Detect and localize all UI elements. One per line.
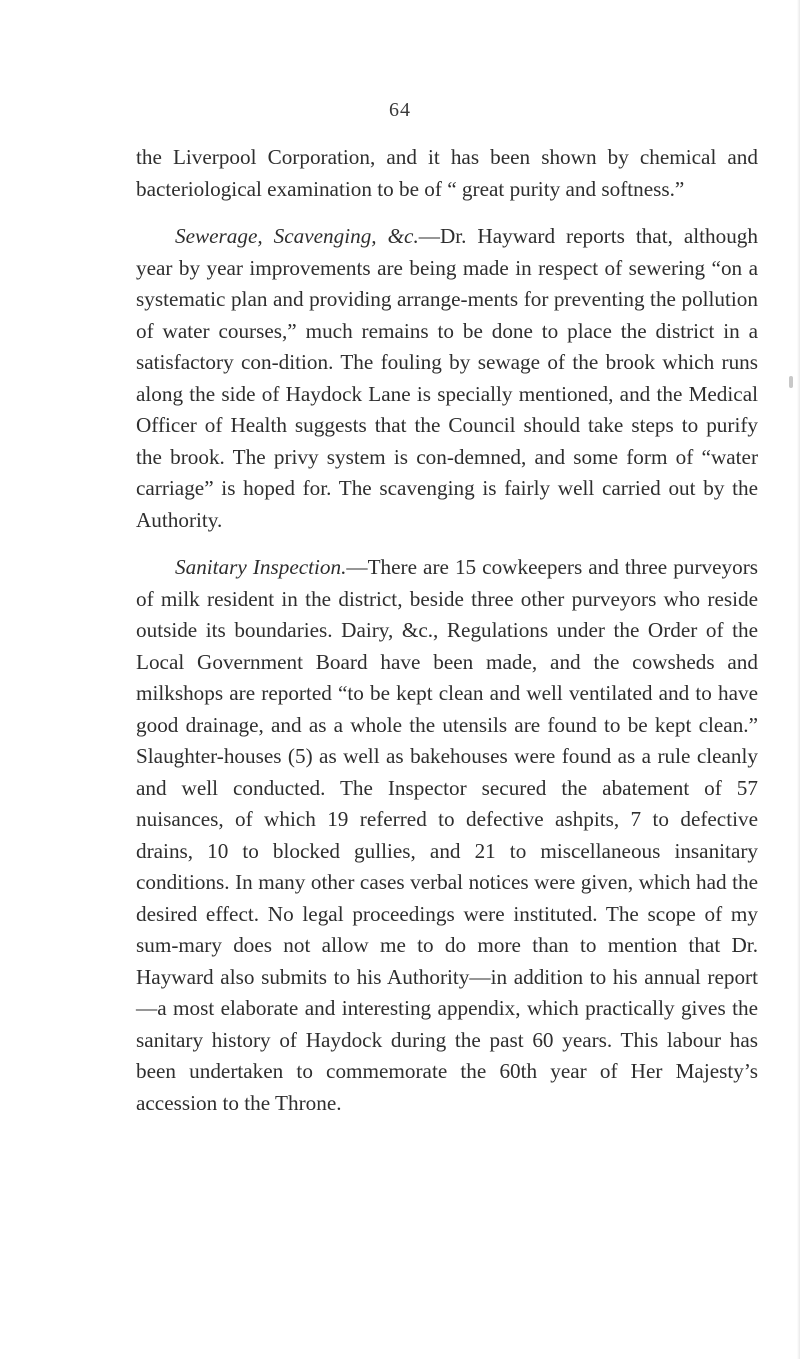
body-text xyxy=(136,142,758,1119)
section-heading-sewerage: Sewerage, Scavenging, &c. xyxy=(175,224,419,248)
paragraph-sanitary-inspection xyxy=(136,552,758,1119)
paragraph-water-supply-continuation xyxy=(136,142,758,205)
page-number: 64 xyxy=(389,99,411,121)
paragraph-sewerage xyxy=(136,221,758,536)
paragraph-text: the Liverpool Corporation, and it has been shown by chemical and bacteriological examination to be of “ great purity and softness.” xyxy=(136,145,758,201)
margin-blemish xyxy=(789,376,793,388)
paragraph-text: —There are 15 cowkeepers and three purveyors of milk resident in the district, beside three other purveyors who reside outside its boundaries. Dairy, &c., Regulations under the Order of the Local Government Board have been made, and the cowsheds and milkshops are reported “to be kept clean and well ventilated and to have good drainage, and as a whole the utensils are found to be kept clean.” Slaughter-houses (5) as well as bakehouses were found as a rule cleanly and well conducted. The Inspector secured the abatement of 57 nuisances, of which 19 referred to defective ashpits, 7 to defective drains, 10 to blocked gullies, and 21 to miscellaneous insanitary conditions. In many other cases verbal notices were given, which had the desired effect. No legal proceedings were instituted. The scope of my sum-mary does not allow me to do more than to mention that Dr. Hayward also submits to his Authority—in addition to his annual report—a most elaborate and interesting appendix, which practically gives the sanitary history of Haydock during the past 60 years. This labour has been undertaken to commemorate the 60th year of Her Majesty’s accession to the Throne. xyxy=(136,555,758,1115)
section-heading-sanitary-inspection: Sanitary Inspection. xyxy=(175,555,347,579)
paragraph-text: —Dr. Hayward reports that, although year by year improvements are being made in respect of sewering “on a systematic plan and providing arrange-ments for preventing the pollution of water courses,” much remains to be done to place the district in a satisfactory con-dition. The fouling by sewage of the brook which runs along the side of Haydock Lane is specially mentioned, and the Medical Officer of Health suggests that the Council should take steps to purify the brook. The privy system is con-demned, and some form of “water carriage” is hoped for. The scavenging is fairly well carried out by the Authority. xyxy=(136,224,758,532)
